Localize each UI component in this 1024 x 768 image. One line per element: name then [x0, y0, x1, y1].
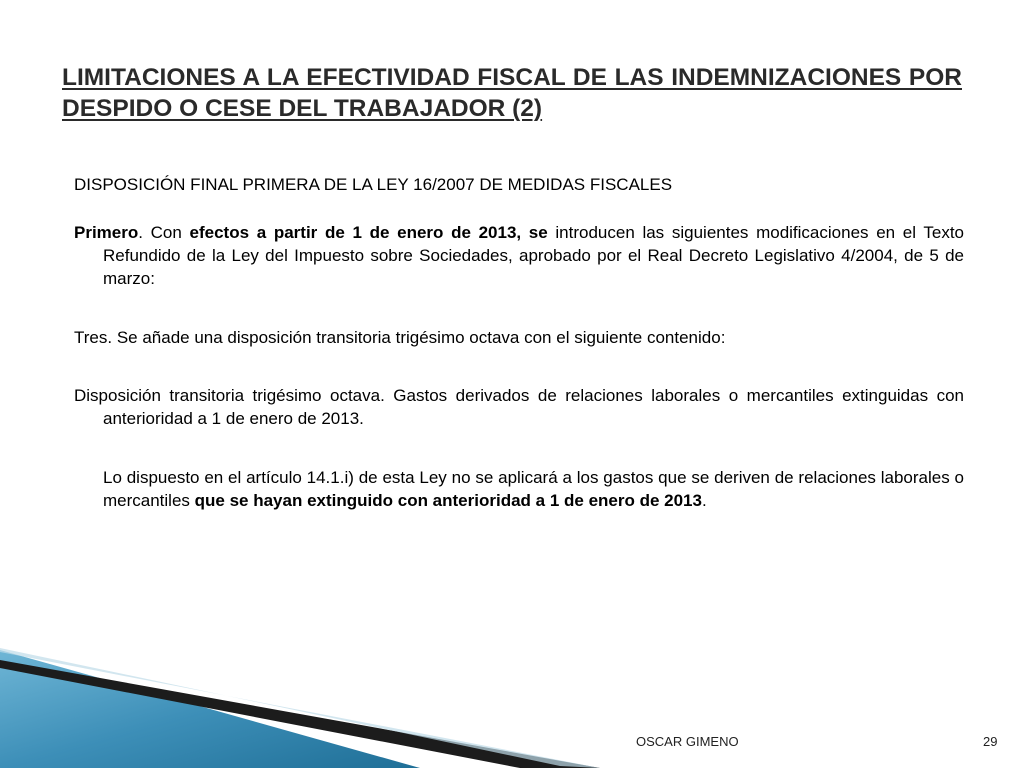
primero-text-2: introducen las siguientes modificaciones en el Texto Refundido de la Ley del Impuesto sobre Sociedades, aprobado por el Real Decreto Legislativo 4/2004, de 5 de marzo: [103, 223, 965, 288]
lo-dispuesto-text-2: . [701, 491, 707, 510]
slide-body [74, 173, 964, 512]
lo-dispuesto-text-1: Lo dispuesto en el artículo 14.1.i) de esta Ley no se aplicará a los gastos que se deriven de relaciones laborales o mercantiles [103, 468, 964, 510]
page-number: 29 [983, 734, 998, 749]
paragraph-tres: Tres. Se añade una disposición transitoria trigésimo octava con el siguiente contenido: [74, 328, 726, 347]
lo-dispuesto-bold: que se hayan extinguido con anterioridad a 1 de enero de 2013 [194, 491, 702, 510]
paragraph-primero [74, 221, 964, 290]
paragraph-lo-dispuesto [74, 466, 964, 512]
corner-decoration [0, 640, 600, 768]
footer-author: OSCAR GIMENO [636, 734, 739, 749]
primero-label: Primero [74, 223, 139, 242]
section-heading: DISPOSICIÓN FINAL PRIMERA DE LA LEY 16/2007 DE MEDIDAS FISCALES [74, 175, 673, 194]
primero-effects: efectos a partir de 1 de enero de 2013, se [189, 223, 548, 242]
primero-text-1: . Con [138, 223, 190, 242]
paragraph-transitoria: Disposición transitoria trigésimo octava. Gastos derivados de relaciones laborales o mercantiles extinguidas con anterioridad a 1 de enero de 2013. [74, 386, 964, 428]
blue-stripe-shape [0, 650, 420, 768]
slide-title: LIMITACIONES A LA EFECTIVIDAD FISCAL DE LAS INDEMNIZACIONES POR DESPIDO O CESE DEL TRABAJADOR (2) [62, 64, 962, 122]
